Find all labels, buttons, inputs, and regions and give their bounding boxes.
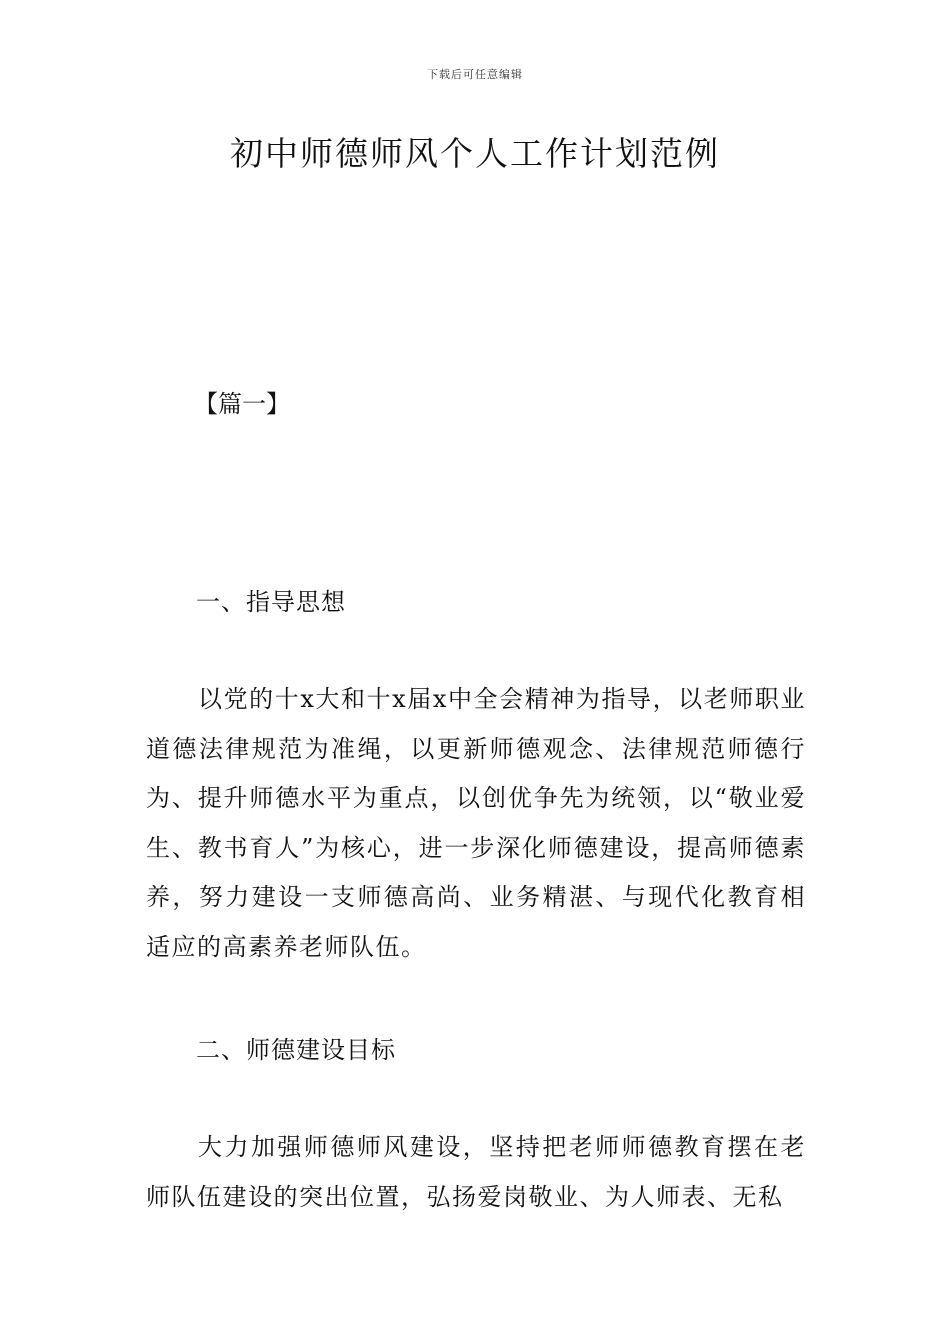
section-heading-goals: 二、师德建设目标 — [196, 1036, 396, 1064]
section-mark: 【篇一】 — [194, 390, 290, 418]
header-note: 下载后可任意编辑 — [427, 68, 523, 81]
paragraph-goals: 大力加强师德师风建设，坚持把老师师德教育摆在老师队伍建设的突出位置，弘扬爱岗敬业、为人师表、无私 — [146, 1133, 806, 1211]
paragraph-guiding-ideology: 以党的十x大和十x届x中全会精神为指导，以老师职业道德法律规范为准绳，以更新师德观念、法律规范师德行为、提升师德水平为重点，以创优争先为统领，以“敬业爱生、教书育人”为核心，进一步深化师德建设，提高师德素养，努力建设一支师德高尚、业务精湛、与现代化教育相适应的高素养老师队伍。 — [146, 685, 806, 961]
document-title: 初中师德师风个人工作计划范例 — [230, 134, 720, 173]
section-heading-guiding-ideology: 一、指导思想 — [196, 588, 346, 616]
